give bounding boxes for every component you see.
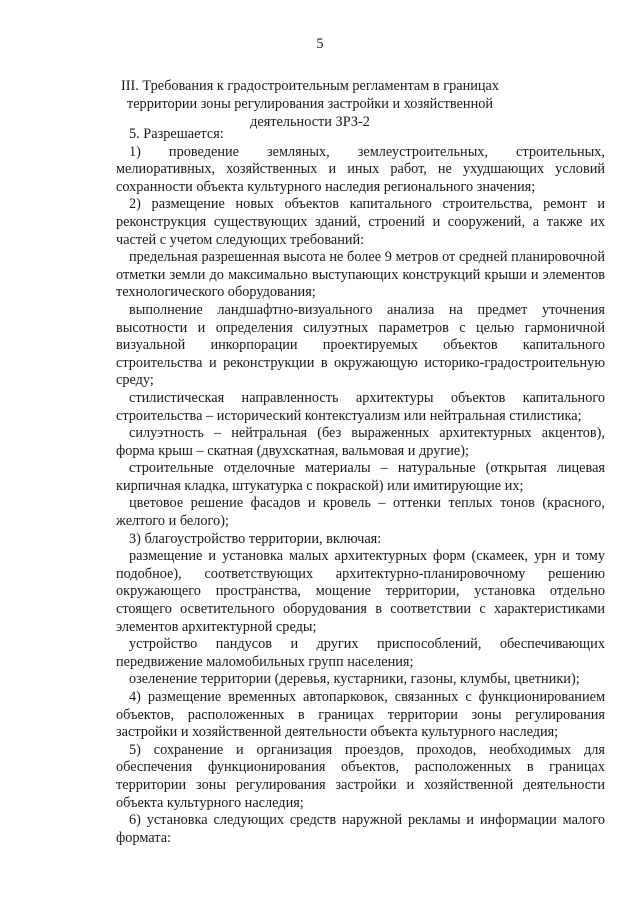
paragraph-item-1: 1) проведение земляных, землеустроительных, строительных, мелиоративных, хозяйственных и иных работ, не ухудшающих условий сохранности объекта культурного наследия регионального значения;	[116, 143, 605, 195]
paragraph-materials: строительные отделочные материалы – натуральные (открытая лицевая кирпичная кладка, штукатурка с покраской) или имитирующие их;	[116, 460, 605, 494]
paragraph-item-5: 5) сохранение и организация проездов, проходов, необходимых для обеспечения функционирования объектов, расположенных в границах территории зоны регулирования застройки и хозяйственной деятельности объекта культурного наследия;	[116, 741, 605, 811]
paragraph-silhouette: силуэтность – нейтральная (без выраженных архитектурных акцентов), форма крыш – скатная (двухскатная, вальмовая и другие);	[116, 425, 605, 459]
section-title: III. Требования к градостроительным регламентам в границах территории зоны регулирования застройки и хозяйственной деятельности ЗРЗ-2	[120, 78, 500, 130]
document-body	[116, 126, 605, 847]
paragraph-item-4: 4) размещение временных автопарковок, связанных с функционированием объектов, расположенных в границах территории зоны регулирования застройки и хозяйственной деятельности объекта культурного наследия;	[116, 689, 605, 741]
paragraph-height-limit: предельная разрешенная высота не более 9 метров от средней планировочной отметки земли до максимально выступающих конструкций крыши и элементов технологического оборудования;	[116, 249, 605, 301]
paragraph-item-3: 3) благоустройство территории, включая:	[129, 530, 382, 547]
paragraph-landscape-analysis: выполнение ландшафтно-визуального анализа на предмет уточнения высотности и определения силуэтных параметров с целью гармоничной визуальной инкорпорации проектируемых объектов капитального строительства и реконструкции в окружающую историко-градостроительную среду;	[116, 301, 605, 389]
paragraph-permitted-heading: 5. Разрешается:	[129, 126, 224, 142]
paragraph-item-2: 2) размещение новых объектов капитального строительства, ремонт и реконструкция существующих зданий, строений и сооружений, а также их частей с учетом следующих требований:	[116, 196, 605, 248]
page-number: 5	[316, 36, 324, 52]
paragraph-colors: цветовое решение фасадов и кровель – оттенки теплых тонов (красного, желтого и белого);	[116, 495, 605, 530]
paragraph-greening: озеленение территории (деревья, кустарники, газоны, клумбы, цветники);	[129, 671, 580, 688]
paragraph-style: стилистическая направленность архитектуры объектов капитального строительства – исторический контекстуализм или нейтральная стилистика;	[116, 389, 605, 424]
paragraph-ramps: устройство пандусов и других приспособлений, обеспечивающих передвижение маломобильных групп населения;	[116, 636, 605, 670]
paragraph-small-forms: размещение и установка малых архитектурных форм (скамеек, урн и тому подобное), соответствующих архитектурно-планировочному решению окружающего пространства, мощение территории, установка отдельно стоящего осветительного оборудования в соответствии с характеристиками элементов архитектурной среды;	[116, 548, 605, 635]
paragraph-item-6: 6) установка следующих средств наружной рекламы и информации малого формата:	[116, 812, 605, 846]
